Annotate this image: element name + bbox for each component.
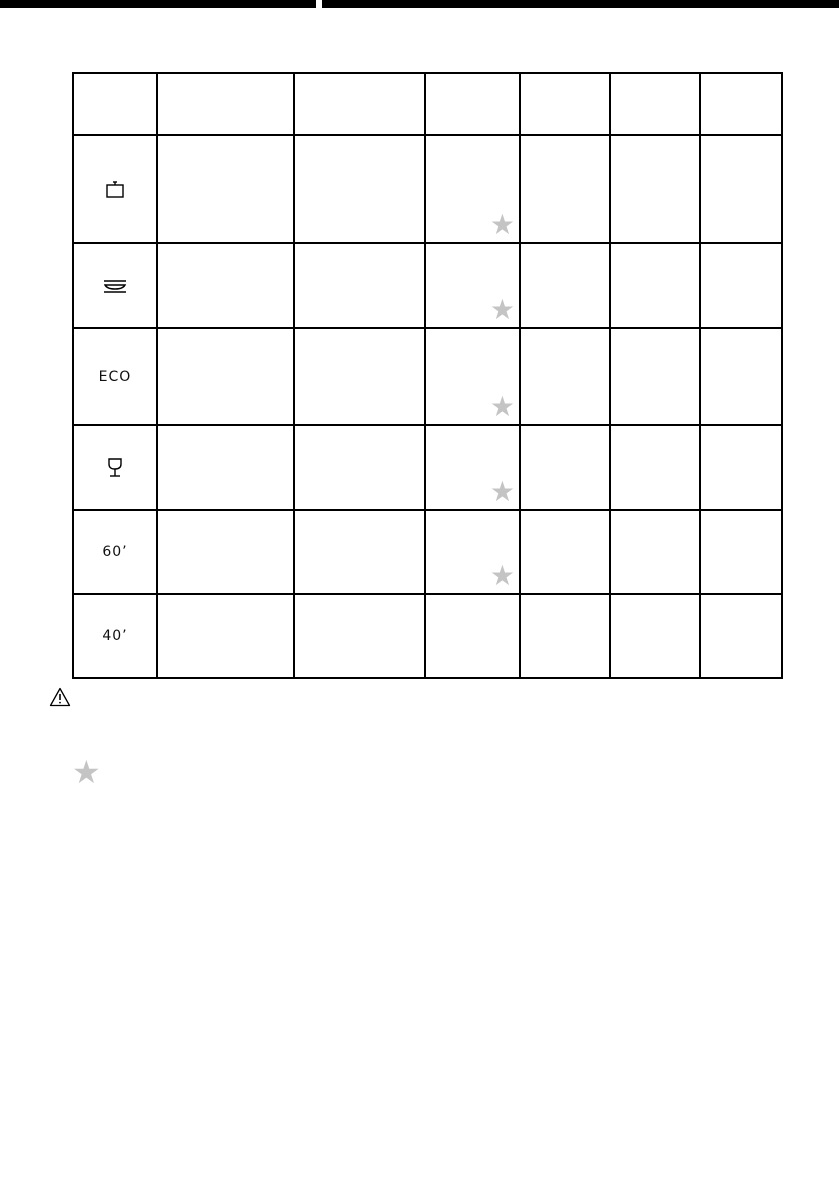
table-cell xyxy=(610,328,700,425)
table-cell xyxy=(425,328,520,425)
table-cell xyxy=(425,243,520,328)
table-cell xyxy=(700,243,782,328)
table-cell xyxy=(520,510,610,594)
table-cell xyxy=(294,328,425,425)
program-icon-cell xyxy=(73,425,157,510)
top-rule xyxy=(0,0,839,8)
header-row xyxy=(73,73,782,135)
table-row xyxy=(73,594,782,678)
table-row xyxy=(73,328,782,425)
eco-label: ECO xyxy=(98,368,132,385)
table-cell xyxy=(700,594,782,678)
table-cell xyxy=(700,328,782,425)
table-row xyxy=(73,510,782,594)
table-row xyxy=(73,425,782,510)
table-cell xyxy=(425,135,520,243)
program-icon-cell xyxy=(73,328,157,425)
table-cell xyxy=(157,510,294,594)
star-icon: ★ xyxy=(489,475,515,508)
program-icon-cell xyxy=(73,594,157,678)
table-cell xyxy=(157,425,294,510)
table-row xyxy=(73,135,782,243)
header-cell xyxy=(157,73,294,135)
table-row xyxy=(73,243,782,328)
table-cell xyxy=(157,594,294,678)
plates-icon xyxy=(102,278,128,294)
table-cell xyxy=(294,243,425,328)
star-icon: ★ xyxy=(489,293,515,326)
legend-star-icon: ★ xyxy=(72,753,101,791)
header-cell xyxy=(610,73,700,135)
table-cell xyxy=(700,135,782,243)
table-cell xyxy=(700,510,782,594)
table-cell xyxy=(520,243,610,328)
header-cell xyxy=(73,73,157,135)
header-cell xyxy=(294,73,425,135)
timer-60-label: 60’ xyxy=(102,544,128,560)
table-cell xyxy=(610,135,700,243)
top-rule-segment-left xyxy=(0,0,316,8)
program-icon-cell xyxy=(73,135,157,243)
table-cell xyxy=(610,425,700,510)
star-icon: ★ xyxy=(489,390,515,423)
table-cell xyxy=(700,425,782,510)
header-cell xyxy=(700,73,782,135)
table-cell xyxy=(294,135,425,243)
table-cell xyxy=(157,328,294,425)
star-icon: ★ xyxy=(489,559,515,592)
table-cell xyxy=(520,594,610,678)
table-cell xyxy=(520,328,610,425)
warning-triangle-icon xyxy=(49,687,71,707)
program-icon-cell xyxy=(73,510,157,594)
table-cell xyxy=(610,594,700,678)
table-cell xyxy=(610,243,700,328)
table-cell xyxy=(425,425,520,510)
table-cell xyxy=(294,425,425,510)
timer-40-label: 40’ xyxy=(102,628,128,644)
table-cell xyxy=(610,510,700,594)
star-icon: ★ xyxy=(489,208,515,241)
header-cell xyxy=(425,73,520,135)
glass-icon xyxy=(106,457,124,479)
table-cell xyxy=(520,135,610,243)
table-cell xyxy=(157,243,294,328)
table-cell xyxy=(294,594,425,678)
table-cell xyxy=(425,594,520,678)
table-cell xyxy=(294,510,425,594)
programme-table xyxy=(72,72,783,679)
pot-icon xyxy=(105,179,125,199)
table-cell xyxy=(520,425,610,510)
header-cell xyxy=(520,73,610,135)
program-icon-cell xyxy=(73,243,157,328)
table-cell xyxy=(425,510,520,594)
top-rule-segment-right xyxy=(322,0,839,8)
table-cell xyxy=(157,135,294,243)
